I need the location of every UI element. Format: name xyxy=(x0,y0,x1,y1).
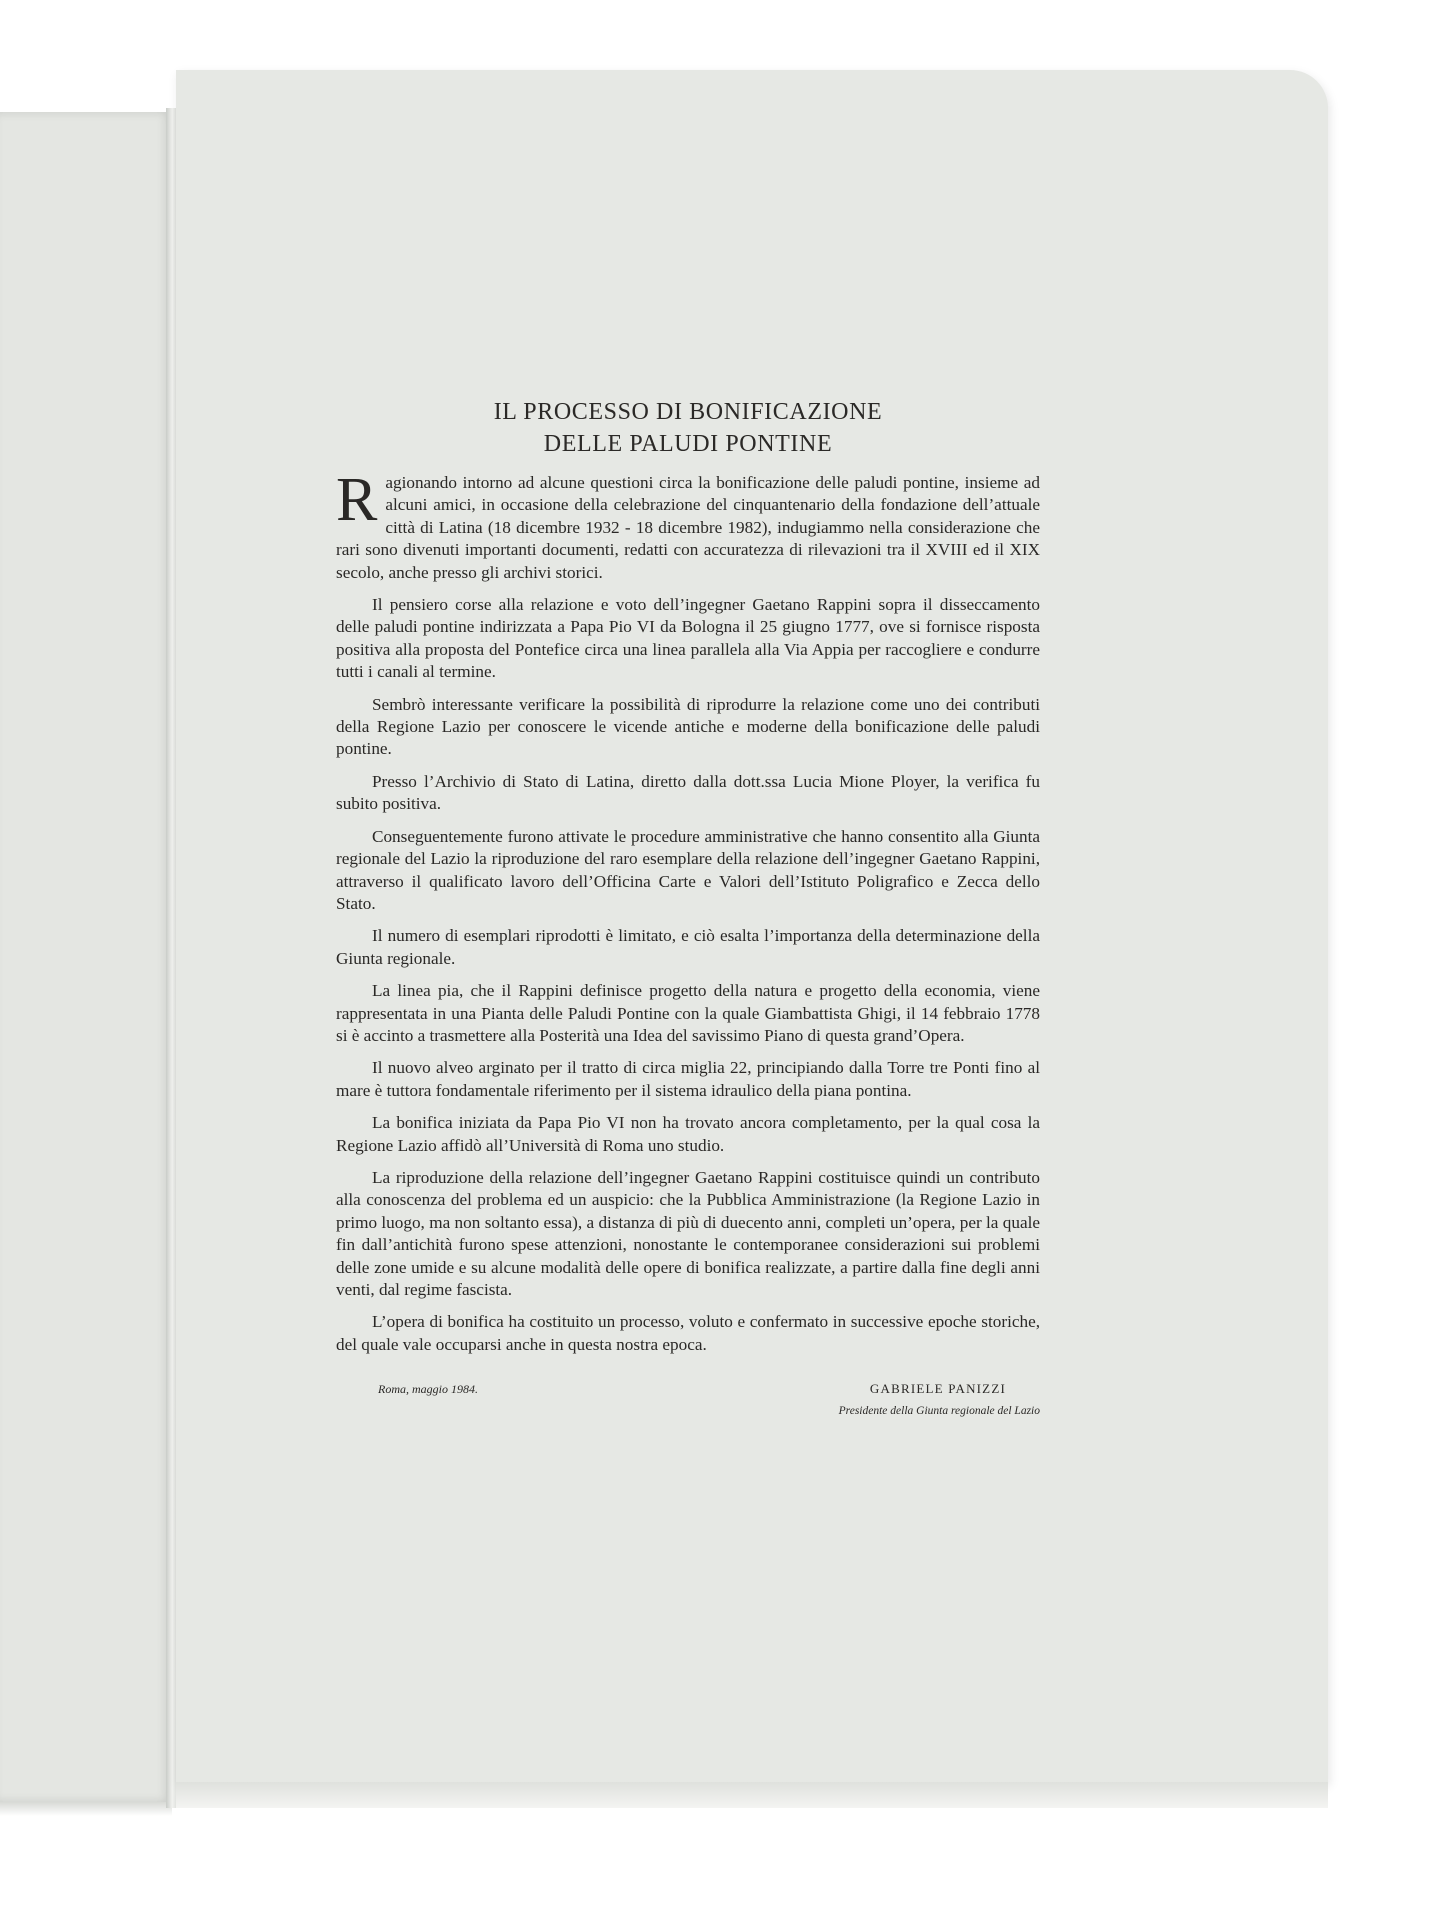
paragraph-9: La bonifica iniziata da Papa Pio VI non ha trovato ancora completamento, per la qual cosa la Regione Lazio affidò all’Università di Roma uno studio. xyxy=(336,1113,1040,1155)
paragraph-1 xyxy=(336,466,1040,584)
paragraph-1-text: agionando intorno ad alcune questioni circa la bonificazione delle paludi pontine, insieme ad alcuni amici, in occasione della celebrazione del cinquantenario della fondazione dell’attuale città di Latina (18 dicembre 1932 - 18 dicembre 1982), indugiammo nella considerazione che rari sono divenuti importanti documenti, redatti con accuratezza di rilevazioni tra il XVIII ed il XIX secolo, anche presso gli archivi storici. xyxy=(336,473,1040,582)
paragraph-5: Conseguentemente furono attivate le procedure amministrative che hanno consentito alla Giunta regionale del Lazio la riproduzione del raro esemplare della relazione dell’ingegner Gaetano Rappini, attraverso il qualificato lavoro dell’Officina Carte e Valori dell’Istituto Poligrafico e Zecca dello Stato. xyxy=(336,826,1040,913)
paragraph-4: Presso l’Archivio di Stato di Latina, diretto dalla dott.ssa Lucia Mione Ployer, la verifica fu subito positiva. xyxy=(336,771,1040,814)
drop-cap: R xyxy=(336,466,378,534)
page-edge xyxy=(176,1782,1328,1808)
paragraph-11: L’opera di bonifica ha costituito un processo, voluto e confermato in successive epoche storiche, del quale vale occuparsi anche in questa nostra epoca. xyxy=(336,1312,1040,1354)
paragraph-2: Il pensiero corse alla relazione e voto dell’ingegner Gaetano Rappini sopra il disseccamento delle paludi pontine indirizzata a Papa Pio VI da Bologna il 25 giugno 1777, ove si fornisce risposta positiva alla proposta del Pontefice circa una linea parallela alla Via Appia per raccogliere e condurre tutti i canali al termine. xyxy=(336,595,1040,682)
left-page xyxy=(0,112,172,1802)
place-date: Roma, maggio 1984. xyxy=(378,1382,478,1397)
paragraph-3: Sembrò interessante verificare la possibilità di riprodurre la relazione come uno dei contributi della Regione Lazio per conoscere le vicende antiche e moderne della bonificazione delle paludi pontine. xyxy=(336,694,1040,759)
document-body xyxy=(336,396,1040,1428)
paragraph-7: La linea pia, che il Rappini definisce progetto della natura e progetto della economia, viene rappresentata in una Pianta delle Paludi Pontine con la quale Giambattista Ghigi, il 14 febbraio 1778 si è accinto a trasmettere alla Posterità una Idea del savissimo Piano di questa grand’Opera. xyxy=(336,981,1040,1045)
document-title xyxy=(336,396,1040,460)
paragraph-6: Il numero di esemplari riprodotti è limitato, e ciò esalta l’importanza della determinazione della Giunta regionale. xyxy=(336,926,1040,968)
signer-role: Presidente della Giunta regionale del Lazio xyxy=(838,1405,1040,1418)
paragraph-10: La riproduzione della relazione dell’ingegner Gaetano Rappini costituisce quindi un contributo alla conoscenza del problema ed un auspicio: che la Pubblica Amministrazione (la Regione Lazio in primo luogo, ma non soltanto essa), a distanza di più di duecento anni, completi un’opera, per la quale fin dall’antichità furono spese attenzioni, nonostante le contemporanee considerazioni sui problemi delle zone umide e su alcune modalità delle opere di bonifica realizzate, a partire dalla fine degli anni venti, dal regime fascista. xyxy=(336,1167,1040,1299)
paragraph-8: Il nuovo alveo arginato per il tratto di circa miglia 22, principiando dalla Torre tre Ponti fino al mare è tuttora fondamentale riferimento per il sistema idraulico della piana pontina. xyxy=(336,1058,1040,1100)
signature-block xyxy=(336,1378,1040,1428)
title-line-2: DELLE PALUDI PONTINE xyxy=(543,431,833,457)
title-line-1: IL PROCESSO DI BONIFICAZIONE xyxy=(493,399,883,425)
signer-name: GABRIELE PANIZZI xyxy=(869,1381,1006,1397)
